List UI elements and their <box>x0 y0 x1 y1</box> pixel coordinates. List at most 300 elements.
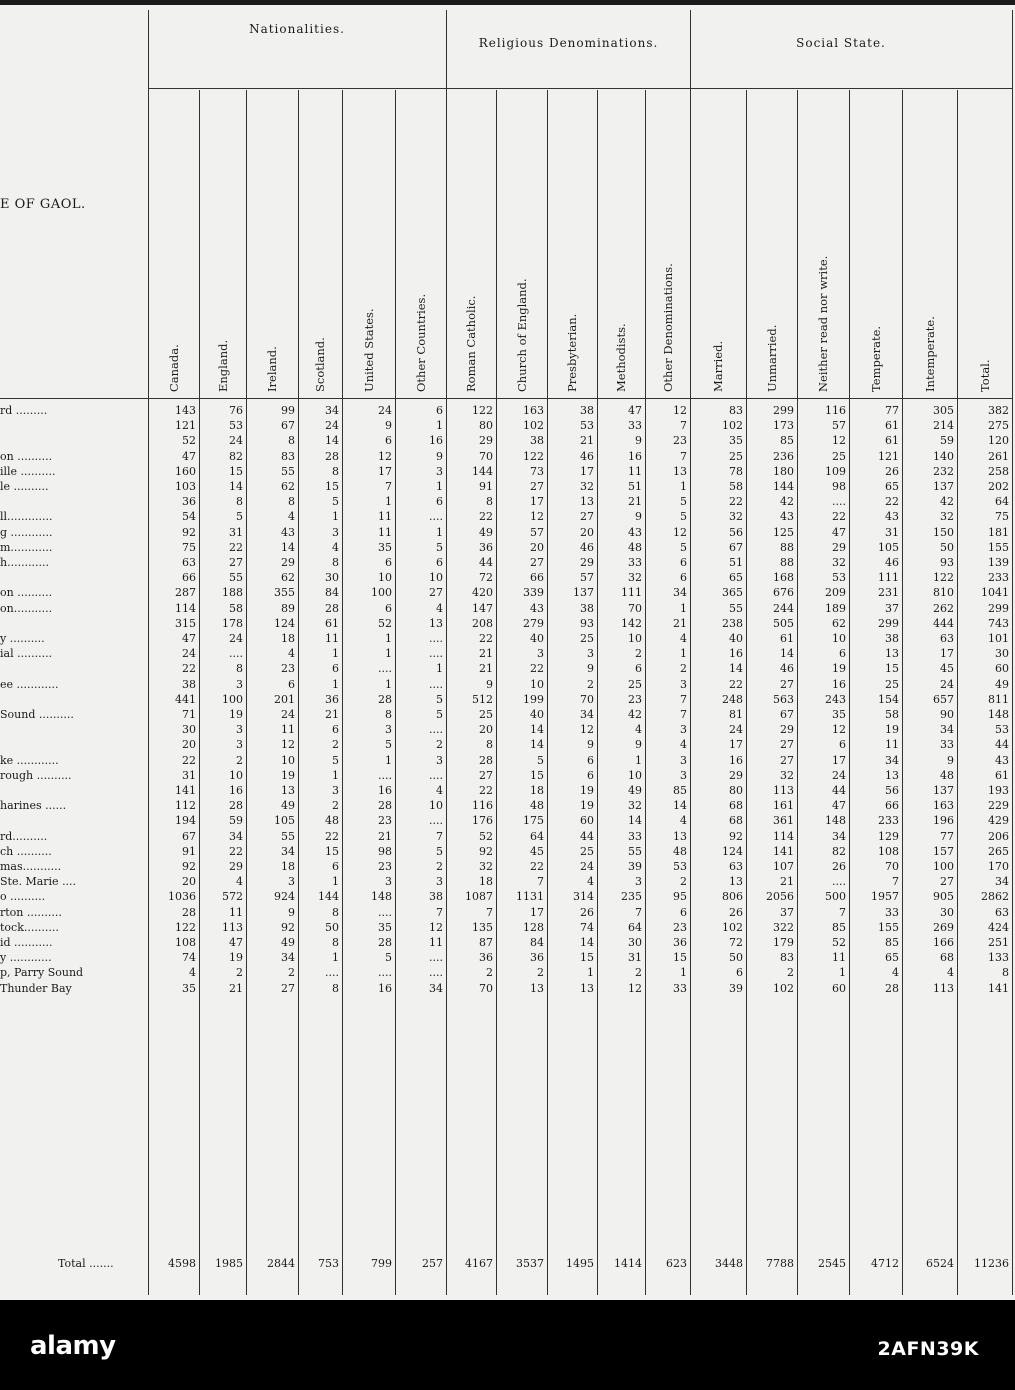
table-cell: 39 <box>729 981 743 995</box>
table-cell: 4 <box>189 966 196 980</box>
table-cell: 1041 <box>981 586 1009 600</box>
table-cell: 40 <box>729 632 743 645</box>
table-cell: .... <box>832 495 846 509</box>
table-cell: 27 <box>580 510 594 524</box>
row-label: mas........... <box>0 860 62 873</box>
table-cell: 3 <box>332 784 339 797</box>
table-cell: 2 <box>635 966 642 980</box>
table-cell: .... <box>378 905 392 919</box>
total-cell: 6524 <box>926 1257 954 1270</box>
table-cell: 34 <box>940 723 954 737</box>
table-cell: 170 <box>988 860 1009 873</box>
table-cell: 4 <box>680 632 687 645</box>
table-cell: 33 <box>673 981 687 995</box>
table-cell: 75 <box>995 510 1009 524</box>
table-cell: 27 <box>429 586 443 600</box>
table-cell: 161 <box>773 799 794 813</box>
table-cell: 189 <box>825 601 846 615</box>
table-cell: 2 <box>288 966 295 980</box>
table-cell: 1 <box>436 662 443 676</box>
table-cell: 90 <box>940 708 954 721</box>
table-cell: 102 <box>523 419 544 433</box>
table-cell: 2 <box>436 738 443 752</box>
table-cell: 28 <box>885 981 899 995</box>
table-cell: .... <box>378 768 392 782</box>
table-cell: 142 <box>621 616 642 630</box>
table-cell: 33 <box>940 738 954 752</box>
table-cell: 269 <box>933 920 954 934</box>
table-cell: 34 <box>580 708 594 721</box>
total-cell: 2545 <box>818 1257 846 1270</box>
table-cell: 121 <box>878 449 899 463</box>
table-cell: 163 <box>933 799 954 813</box>
table-cell: 47 <box>229 936 243 949</box>
table-cell: 8 <box>332 936 339 949</box>
table-cell: 3 <box>680 768 687 782</box>
table-cell: 26 <box>729 905 743 919</box>
table-cell: 355 <box>274 586 295 600</box>
table-cell: 28 <box>229 799 243 813</box>
table-cell: 31 <box>885 525 899 539</box>
table-cell: 108 <box>878 844 899 858</box>
row-label: o .......... <box>0 890 46 904</box>
table-cell: 35 <box>378 920 392 934</box>
table-cell: 91 <box>182 844 196 858</box>
table-cell: 3 <box>680 723 687 737</box>
table-cell: 811 <box>988 692 1009 706</box>
table-cell: 657 <box>933 692 954 706</box>
column-header-10: Other Denominations. <box>660 263 675 392</box>
table-cell: 11 <box>229 905 243 919</box>
table-cell: 1 <box>385 677 392 691</box>
table-cell: 58 <box>229 601 243 615</box>
table-cell: 13 <box>885 768 899 782</box>
table-cell: 124 <box>274 616 295 630</box>
table-cell: 7 <box>839 905 846 919</box>
table-cell: .... <box>832 875 846 889</box>
table-cell: 83 <box>780 951 794 965</box>
table-cell: 7 <box>537 875 544 889</box>
table-cell: 1 <box>332 768 339 782</box>
table-cell: 49 <box>281 799 295 813</box>
table-cell: 258 <box>988 464 1009 478</box>
table-cell: 22 <box>479 510 493 524</box>
table-cell: 1087 <box>465 890 493 904</box>
table-cell: 62 <box>281 480 295 493</box>
table-cell: 113 <box>933 981 954 995</box>
row-label: rd.......... <box>0 829 48 843</box>
table-cell: 11 <box>832 951 846 965</box>
table-cell: 144 <box>773 480 794 493</box>
stock-image-id: 2AFN39K <box>877 1338 979 1360</box>
table-cell: 202 <box>988 480 1009 493</box>
table-cell: 5 <box>236 510 243 524</box>
table-cell: 5 <box>332 495 339 509</box>
row-label: le .......... <box>0 480 49 493</box>
table-cell: 236 <box>773 449 794 463</box>
table-cell: 114 <box>773 829 794 843</box>
table-cell: 24 <box>229 632 243 645</box>
table-cell: .... <box>429 768 443 782</box>
table-cell: 9 <box>486 677 493 691</box>
table-cell: 8 <box>1002 966 1009 980</box>
row-label: rton .......... <box>0 905 62 919</box>
table-cell: 13 <box>580 981 594 995</box>
table-cell: 148 <box>825 814 846 828</box>
total-label: Total ....... <box>58 1257 114 1270</box>
table-cell: 14 <box>229 480 243 493</box>
column-header-9: Methodists. <box>614 323 628 392</box>
table-cell: 209 <box>825 586 846 600</box>
table-cell: 24 <box>281 708 295 721</box>
table-cell: 21 <box>479 647 493 661</box>
table-cell: 8 <box>288 434 295 448</box>
table-cell: 6 <box>332 860 339 873</box>
table-cell: 168 <box>773 571 794 585</box>
row-label: ial .......... <box>0 647 53 661</box>
table-cell: 2 <box>332 799 339 813</box>
table-cell: 92 <box>281 920 295 934</box>
table-cell: 92 <box>729 829 743 843</box>
table-cell: 27 <box>530 556 544 569</box>
table-cell: 3 <box>635 875 642 889</box>
table-cell: 1036 <box>168 890 196 904</box>
table-cell: 137 <box>933 480 954 493</box>
table-cell: 91 <box>479 480 493 493</box>
table-cell: 137 <box>573 586 594 600</box>
table-cell: 512 <box>472 692 493 706</box>
table-cell: 67 <box>182 829 196 843</box>
table-cell: 154 <box>878 692 899 706</box>
row-label: harines ...... <box>0 799 67 813</box>
table-cell: 34 <box>281 844 295 858</box>
table-cell: 8 <box>332 464 339 478</box>
table-cell: 10 <box>378 571 392 585</box>
table-cell: 743 <box>988 616 1009 630</box>
table-cell: 144 <box>472 464 493 478</box>
table-cell: 36 <box>530 951 544 965</box>
table-cell: 46 <box>580 540 594 554</box>
table-cell: .... <box>429 966 443 980</box>
table-cell: 48 <box>673 844 687 858</box>
table-cell: 16 <box>729 647 743 661</box>
table-cell: 61 <box>995 768 1009 782</box>
stock-logo: alamy <box>30 1331 116 1361</box>
table-cell: 43 <box>780 510 794 524</box>
table-cell: 40 <box>530 708 544 721</box>
column-header-11: Married. <box>711 340 725 392</box>
table-cell: 48 <box>940 768 954 782</box>
table-cell: 10 <box>628 632 642 645</box>
table-cell: 21 <box>580 434 594 448</box>
table-cell: 23 <box>673 434 687 448</box>
table-cell: 3 <box>236 677 243 691</box>
table-cell: 22 <box>885 495 899 509</box>
table-cell: 1 <box>680 647 687 661</box>
table-cell: 13 <box>530 981 544 995</box>
table-cell: 1 <box>385 632 392 645</box>
column-header-13: Neither read nor write. <box>816 255 830 392</box>
table-cell: 11 <box>628 464 642 478</box>
table-cell: 26 <box>832 860 846 873</box>
table-cell: 24 <box>325 419 339 433</box>
table-cell: 53 <box>995 723 1009 737</box>
table-cell: 55 <box>281 829 295 843</box>
table-cell: 1 <box>839 966 846 980</box>
row-label: y .......... <box>0 632 45 645</box>
table-cell: 47 <box>182 632 196 645</box>
table-cell: 59 <box>229 814 243 828</box>
total-cell: 1495 <box>566 1257 594 1270</box>
table-cell: 76 <box>229 404 243 417</box>
table-cell: 6 <box>839 738 846 752</box>
table-cell: 53 <box>580 419 594 433</box>
table-cell: 25 <box>885 677 899 691</box>
table-cell: 32 <box>580 480 594 493</box>
table-cell: 72 <box>479 571 493 585</box>
table-cell: 20 <box>580 525 594 539</box>
table-cell: 5 <box>332 753 339 767</box>
table-cell: 50 <box>729 951 743 965</box>
table-cell: 45 <box>530 844 544 858</box>
table-cell: 148 <box>371 890 392 904</box>
table-cell: 265 <box>988 844 1009 858</box>
table-cell: 173 <box>773 419 794 433</box>
row-label: on .......... <box>0 449 53 463</box>
table-cell: 7 <box>436 905 443 919</box>
table-cell: 103 <box>175 480 196 493</box>
table-cell: 3 <box>236 738 243 752</box>
table-cell: 102 <box>773 981 794 995</box>
table-cell: 6 <box>436 404 443 417</box>
table-cell: 33 <box>628 829 642 843</box>
table-cell: 73 <box>530 464 544 478</box>
table-cell: .... <box>429 723 443 737</box>
table-cell: 8 <box>332 905 339 919</box>
table-cell: 22 <box>182 662 196 676</box>
table-cell: 16 <box>229 784 243 797</box>
table-cell: 500 <box>825 890 846 904</box>
table-cell: 33 <box>885 905 899 919</box>
table-cell: 27 <box>780 677 794 691</box>
table-cell: 61 <box>325 616 339 630</box>
table-cell: 4 <box>288 647 295 661</box>
table-cell: 64 <box>628 920 642 934</box>
top-edge-band <box>0 0 1015 5</box>
column-header-1: England. <box>215 339 230 392</box>
table-cell: 23 <box>378 814 392 828</box>
table-cell: 2 <box>680 662 687 676</box>
table-cell: 38 <box>885 632 899 645</box>
table-cell: 32 <box>780 768 794 782</box>
table-cell: 58 <box>729 480 743 493</box>
table-cell: 11 <box>378 510 392 524</box>
table-cell: 63 <box>729 860 743 873</box>
table-cell: 4 <box>892 966 899 980</box>
table-cell: 24 <box>832 768 846 782</box>
table-cell: 2 <box>486 966 493 980</box>
table-cell: 235 <box>621 890 642 904</box>
table-cell: 155 <box>988 540 1009 554</box>
table-cell: 141 <box>175 784 196 797</box>
table-cell: 8 <box>332 556 339 569</box>
table-cell: 2 <box>787 966 794 980</box>
table-cell: 99 <box>281 404 295 417</box>
table-cell: 7 <box>680 708 687 721</box>
table-cell: 53 <box>229 419 243 433</box>
table-cell: 27 <box>940 875 954 889</box>
table-cell: 52 <box>378 616 392 630</box>
table-cell: 16 <box>628 449 642 463</box>
table-cell: 2 <box>332 738 339 752</box>
table-cell: 112 <box>175 799 196 813</box>
table-cell: 6 <box>332 723 339 737</box>
table-cell: 100 <box>222 692 243 706</box>
table-cell: 9 <box>587 662 594 676</box>
table-cell: 3 <box>436 464 443 478</box>
table-cell: 233 <box>988 571 1009 585</box>
column-header-8: Presbyterian. <box>565 313 579 392</box>
table-cell: 21 <box>628 495 642 509</box>
table-cell: 19 <box>229 708 243 721</box>
table-cell: 22 <box>479 784 493 797</box>
table-cell: 262 <box>933 601 954 615</box>
table-cell: 25 <box>832 449 846 463</box>
table-cell: 924 <box>274 890 295 904</box>
table-cell: 322 <box>773 920 794 934</box>
table-cell: 29 <box>832 540 846 554</box>
table-cell: 6 <box>680 556 687 569</box>
table-cell: 3 <box>385 723 392 737</box>
table-cell: 83 <box>729 404 743 417</box>
group-header-social: Social State. <box>796 36 886 50</box>
table-cell: 65 <box>885 480 899 493</box>
table-cell: 122 <box>472 404 493 417</box>
table-cell: 38 <box>182 677 196 691</box>
table-cell: 10 <box>530 677 544 691</box>
table-cell: 34 <box>885 753 899 767</box>
table-cell: 17 <box>530 495 544 509</box>
table-cell: 81 <box>729 708 743 721</box>
table-cell: 305 <box>933 404 954 417</box>
table-cell: 121 <box>175 419 196 433</box>
stock-watermark-bar <box>0 1300 1015 1390</box>
table-cell: 233 <box>878 814 899 828</box>
table-cell: 5 <box>385 951 392 965</box>
table-cell: 57 <box>832 419 846 433</box>
table-cell: 232 <box>933 464 954 478</box>
table-cell: 181 <box>988 525 1009 539</box>
table-cell: 49 <box>628 784 642 797</box>
table-cell: 10 <box>429 799 443 813</box>
table-cell: 21 <box>780 875 794 889</box>
table-cell: 30 <box>940 905 954 919</box>
table-cell: 6 <box>385 601 392 615</box>
table-cell: 68 <box>729 799 743 813</box>
table-cell: 49 <box>479 525 493 539</box>
table-cell: 382 <box>988 404 1009 417</box>
table-cell: 48 <box>628 540 642 554</box>
table-cell: 144 <box>318 890 339 904</box>
table-cell: 29 <box>780 723 794 737</box>
table-cell: 6 <box>436 495 443 509</box>
table-cell: 53 <box>673 860 687 873</box>
table-cell: 5 <box>680 510 687 524</box>
table-cell: 47 <box>832 525 846 539</box>
table-cell: 77 <box>885 404 899 417</box>
table-cell: 88 <box>780 540 794 554</box>
table-cell: 122 <box>175 920 196 934</box>
table-cell: 29 <box>281 556 295 569</box>
table-cell: 34 <box>673 586 687 600</box>
table-cell: .... <box>378 966 392 980</box>
table-cell: 43 <box>628 525 642 539</box>
table-cell: 424 <box>988 920 1009 934</box>
table-cell: 14 <box>530 738 544 752</box>
table-cell: 56 <box>885 784 899 797</box>
table-cell: 63 <box>182 556 196 569</box>
table-cell: 20 <box>479 723 493 737</box>
table-cell: 53 <box>832 571 846 585</box>
table-cell: 135 <box>472 920 493 934</box>
table-cell: 133 <box>988 951 1009 965</box>
table-cell: .... <box>429 814 443 828</box>
table-cell: 84 <box>530 936 544 949</box>
table-cell: 16 <box>378 784 392 797</box>
table-cell: 5 <box>436 540 443 554</box>
row-label: h............ <box>0 556 50 569</box>
table-cell: .... <box>429 632 443 645</box>
total-cell: 753 <box>318 1257 339 1270</box>
table-cell: 7 <box>680 449 687 463</box>
table-cell: 50 <box>325 920 339 934</box>
table-cell: 5 <box>680 540 687 554</box>
table-cell: 21 <box>479 662 493 676</box>
table-cell: 67 <box>780 708 794 721</box>
table-cell: 7 <box>635 905 642 919</box>
table-cell: .... <box>378 662 392 676</box>
table-cell: 365 <box>722 586 743 600</box>
table-cell: 5 <box>680 495 687 509</box>
table-cell: 85 <box>780 434 794 448</box>
table-cell: 563 <box>773 692 794 706</box>
table-cell: 208 <box>472 616 493 630</box>
table-cell: 37 <box>780 905 794 919</box>
table-cell: 1 <box>385 495 392 509</box>
table-cell: 32 <box>832 556 846 569</box>
table-cell: 46 <box>780 662 794 676</box>
table-cell: 16 <box>378 981 392 995</box>
table-cell: 141 <box>988 981 1009 995</box>
table-cell: 6 <box>385 556 392 569</box>
table-cell: .... <box>429 647 443 661</box>
table-cell: 21 <box>673 616 687 630</box>
table-cell: 35 <box>832 708 846 721</box>
table-cell: 10 <box>281 753 295 767</box>
table-cell: 122 <box>933 571 954 585</box>
table-cell: 9 <box>587 738 594 752</box>
table-cell: 35 <box>378 540 392 554</box>
table-cell: 15 <box>580 951 594 965</box>
table-cell: 24 <box>940 677 954 691</box>
column-header-12: Unmarried. <box>764 324 779 392</box>
table-cell: 89 <box>281 601 295 615</box>
table-cell: 116 <box>472 799 493 813</box>
table-cell: 179 <box>773 936 794 949</box>
table-cell: 85 <box>673 784 687 797</box>
table-cell: 13 <box>729 875 743 889</box>
table-cell: 206 <box>988 829 1009 843</box>
